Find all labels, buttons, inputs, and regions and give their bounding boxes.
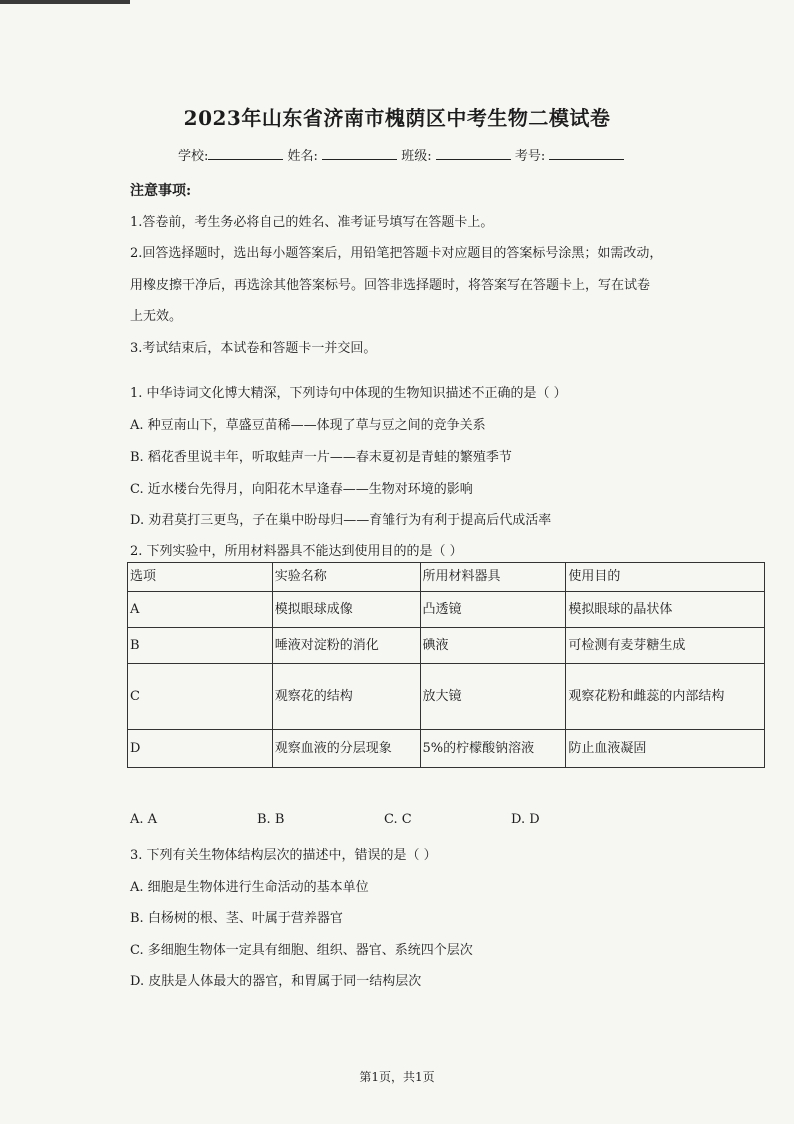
notice-heading: 注意事项: — [130, 183, 192, 199]
table-cell: 防止血液凝固 — [566, 730, 765, 768]
table-cell: 模拟眼球成像 — [272, 592, 420, 628]
table-header-cell: 选项 — [128, 563, 273, 592]
table-cell: 模拟眼球的晶状体 — [566, 592, 765, 628]
name-blank — [322, 147, 397, 160]
exam-no-label: 考号: — [514, 149, 546, 164]
notice-item: 1.答卷前，考生务必将自己的姓名、准考证号填写在答题卡上。 — [130, 215, 494, 230]
q3-option-d: D. 皮肤是人体最大的器官，和胃属于同一结构层次 — [130, 974, 422, 989]
q3-option-a: A. 细胞是生物体进行生命活动的基本单位 — [130, 880, 369, 895]
page-footer: 第1页，共1页 — [359, 1070, 435, 1084]
scan-edge-mark — [0, 0, 130, 4]
table-cell: A — [128, 592, 273, 628]
table-cell: B — [128, 628, 273, 664]
q2-stem: 2. 下列实验中，所用材料器具不能达到使用目的的是（ ） — [130, 544, 463, 559]
notice-item: 2.回答选择题时，选出每小题答案后，用铅笔把答题卡对应题目的答案标号涂黑；如需改动， — [130, 246, 663, 261]
table-cell: C — [128, 664, 273, 730]
q3-stem: 3. 下列有关生物体结构层次的描述中，错误的是（ ） — [130, 848, 437, 863]
q1-option-d: D. 劝君莫打三更鸟，子在巢中盼母归——育雏行为有利于提高后代成活率 — [130, 513, 552, 528]
q1-stem: 1. 中华诗词文化博大精深，下列诗句中体现的生物知识描述不正确的是（ ） — [130, 386, 567, 401]
table-row — [128, 628, 765, 664]
class-label: 班级: — [401, 149, 432, 164]
school-blank — [208, 147, 283, 160]
table-cell: 放大镜 — [420, 664, 566, 730]
table-header-cell: 使用目的 — [566, 563, 765, 592]
q1-option-c: C. 近水楼台先得月，向阳花木早逢春——生物对环境的影响 — [130, 482, 473, 497]
exam-no-blank — [549, 147, 624, 160]
table-cell: 碘液 — [420, 628, 566, 664]
student-info-row — [178, 145, 624, 164]
table-cell: 观察血液的分层现象 — [272, 730, 420, 768]
q1-option-b: B. 稻花香里说丰年，听取蛙声一片——春末夏初是青蛙的繁殖季节 — [130, 450, 512, 465]
table-cell: 观察花粉和雌蕊的内部结构 — [566, 664, 765, 730]
notice-item: 用橡皮擦干净后，再选涂其他答案标号。回答非选择题时，将答案写在答题卡上，写在试卷 — [130, 278, 651, 293]
table-row — [128, 730, 765, 768]
q2-choice-a: A. A — [130, 812, 158, 827]
table-cell: 可检测有麦芽糖生成 — [566, 628, 765, 664]
class-blank — [436, 147, 511, 160]
notice-item: 3.考试结束后，本试卷和答题卡一并交回。 — [130, 341, 377, 356]
table-cell: 唾液对淀粉的消化 — [272, 628, 420, 664]
q3-option-c: C. 多细胞生物体一定具有细胞、组织、器官、系统四个层次 — [130, 943, 473, 958]
q2-choice-d: D. D — [511, 812, 540, 827]
q1-option-a: A. 种豆南山下，草盛豆苗稀——体现了草与豆之间的竞争关系 — [130, 418, 486, 433]
q2-choice-c: C. C — [384, 812, 412, 827]
table-header-cell: 实验名称 — [272, 563, 420, 592]
table-row — [128, 664, 765, 730]
q2-choice-b: B. B — [257, 812, 285, 827]
q2-table — [127, 562, 765, 768]
school-label: 学校: — [178, 149, 209, 164]
exam-title: 2023年山东省济南市槐荫区中考生物二模试卷 — [183, 106, 611, 130]
table-row — [128, 592, 765, 628]
notice-item: 上无效。 — [130, 309, 183, 324]
table-header-cell: 所用材料器具 — [420, 563, 566, 592]
table-header-row — [128, 563, 765, 592]
table-cell: 观察花的结构 — [272, 664, 420, 730]
table-cell: D — [128, 730, 273, 768]
table-cell: 5%的柠檬酸钠溶液 — [420, 730, 566, 768]
name-label: 姓名: — [287, 149, 318, 164]
table-cell: 凸透镜 — [420, 592, 566, 628]
q3-option-b: B. 白杨树的根、茎、叶属于营养器官 — [130, 911, 343, 926]
